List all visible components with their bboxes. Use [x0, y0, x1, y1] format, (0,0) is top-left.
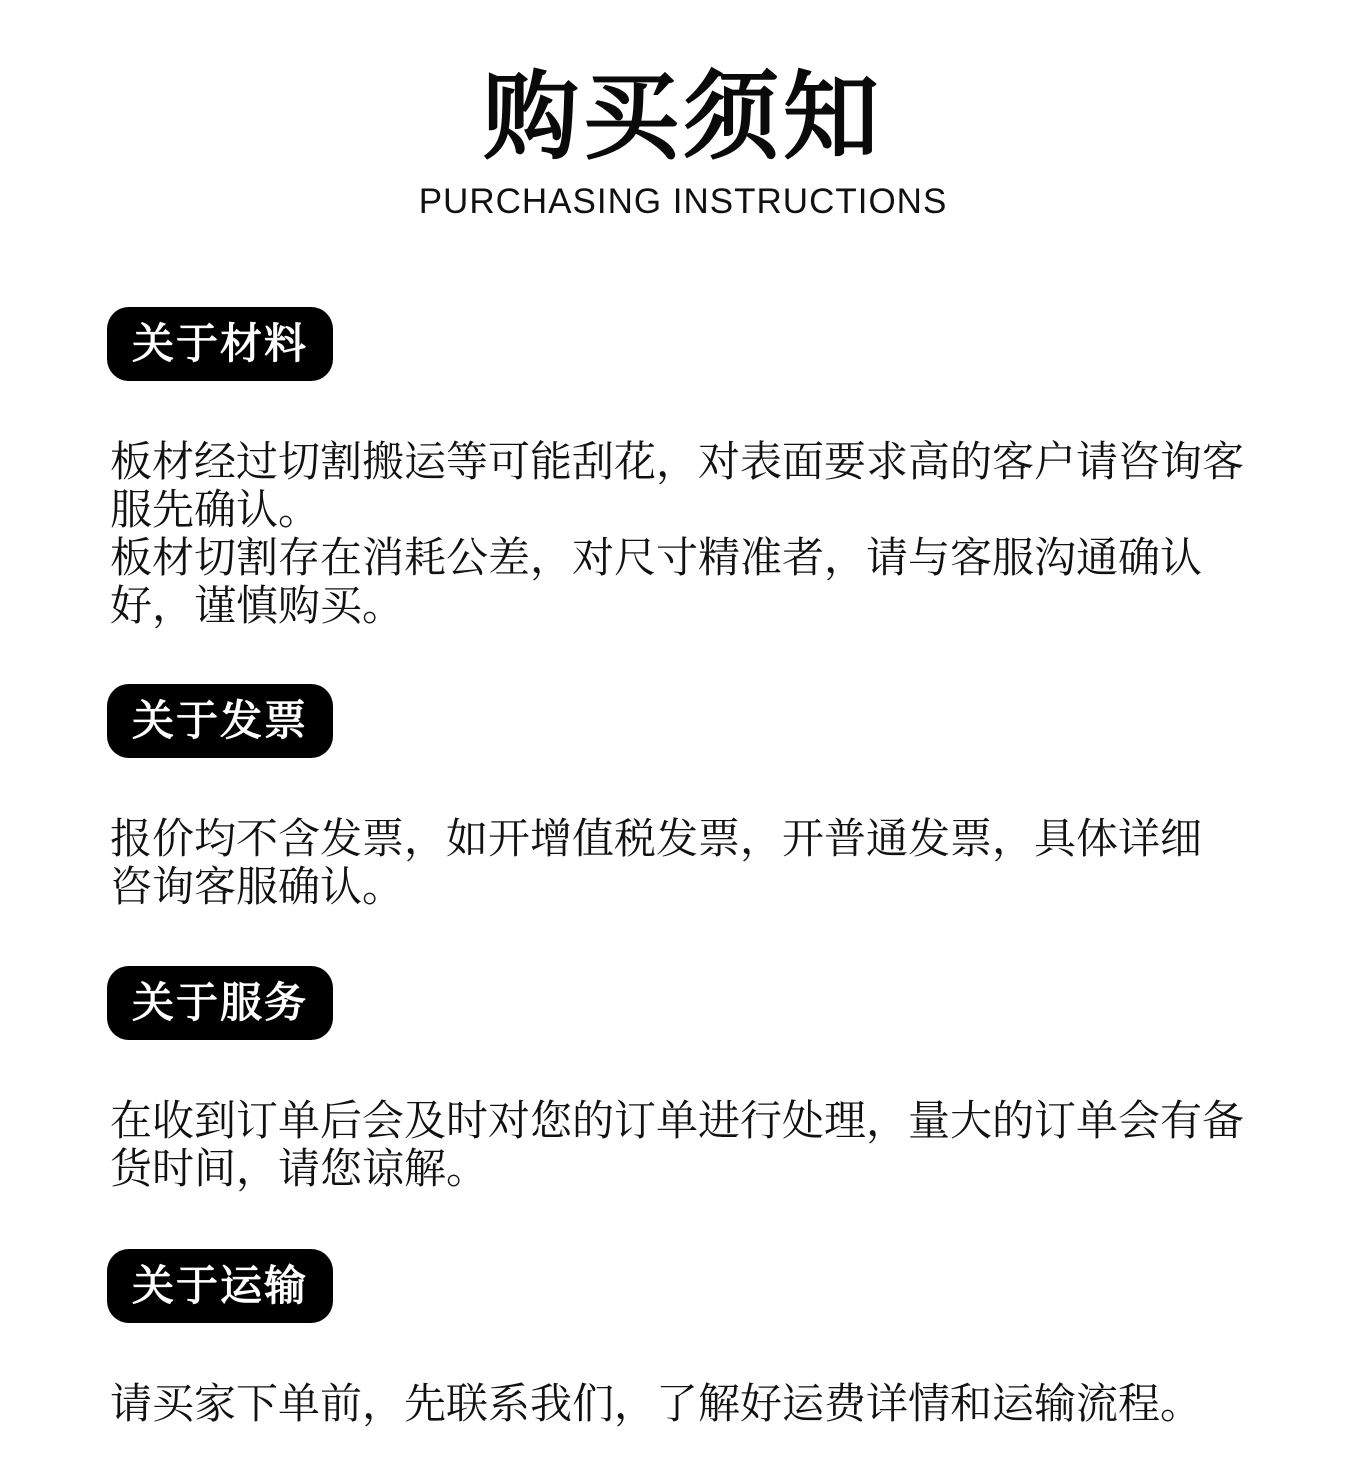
section-paragraph: 报价均不含发票，如开增值税发票，开普通发票，具体详细咨询客服确认。 [110, 814, 1203, 911]
section-paragraph: 板材切割存在消耗公差，对尺寸精准者，请与客服沟通确认好，谨慎购买。 [110, 533, 1203, 630]
section-badge-materials: 关于材料 [107, 307, 333, 381]
section-body-service [110, 1097, 1270, 1193]
section-badge-invoice: 关于发票 [107, 684, 333, 758]
section-paragraph: 在收到订单后会及时对您的订单进行处理，量大的订单会有备货时间，请您谅解。 [110, 1096, 1245, 1193]
section-body-materials [110, 438, 1270, 630]
section-body-shipping [110, 1380, 1310, 1428]
section-badge-service: 关于服务 [107, 966, 333, 1040]
section-paragraph: 请买家下单前，先联系我们，了解好运费详情和运输流程。 [110, 1379, 1203, 1428]
section-badge-shipping: 关于运输 [107, 1249, 333, 1323]
section-body-invoice [110, 815, 1230, 911]
page-title: 购买须知 [483, 61, 883, 173]
section-paragraph: 板材经过切割搬运等可能刮花，对表面要求高的客户请咨询客服先确认。 [110, 437, 1245, 534]
page-subtitle: PURCHASING INSTRUCTIONS [418, 182, 948, 221]
